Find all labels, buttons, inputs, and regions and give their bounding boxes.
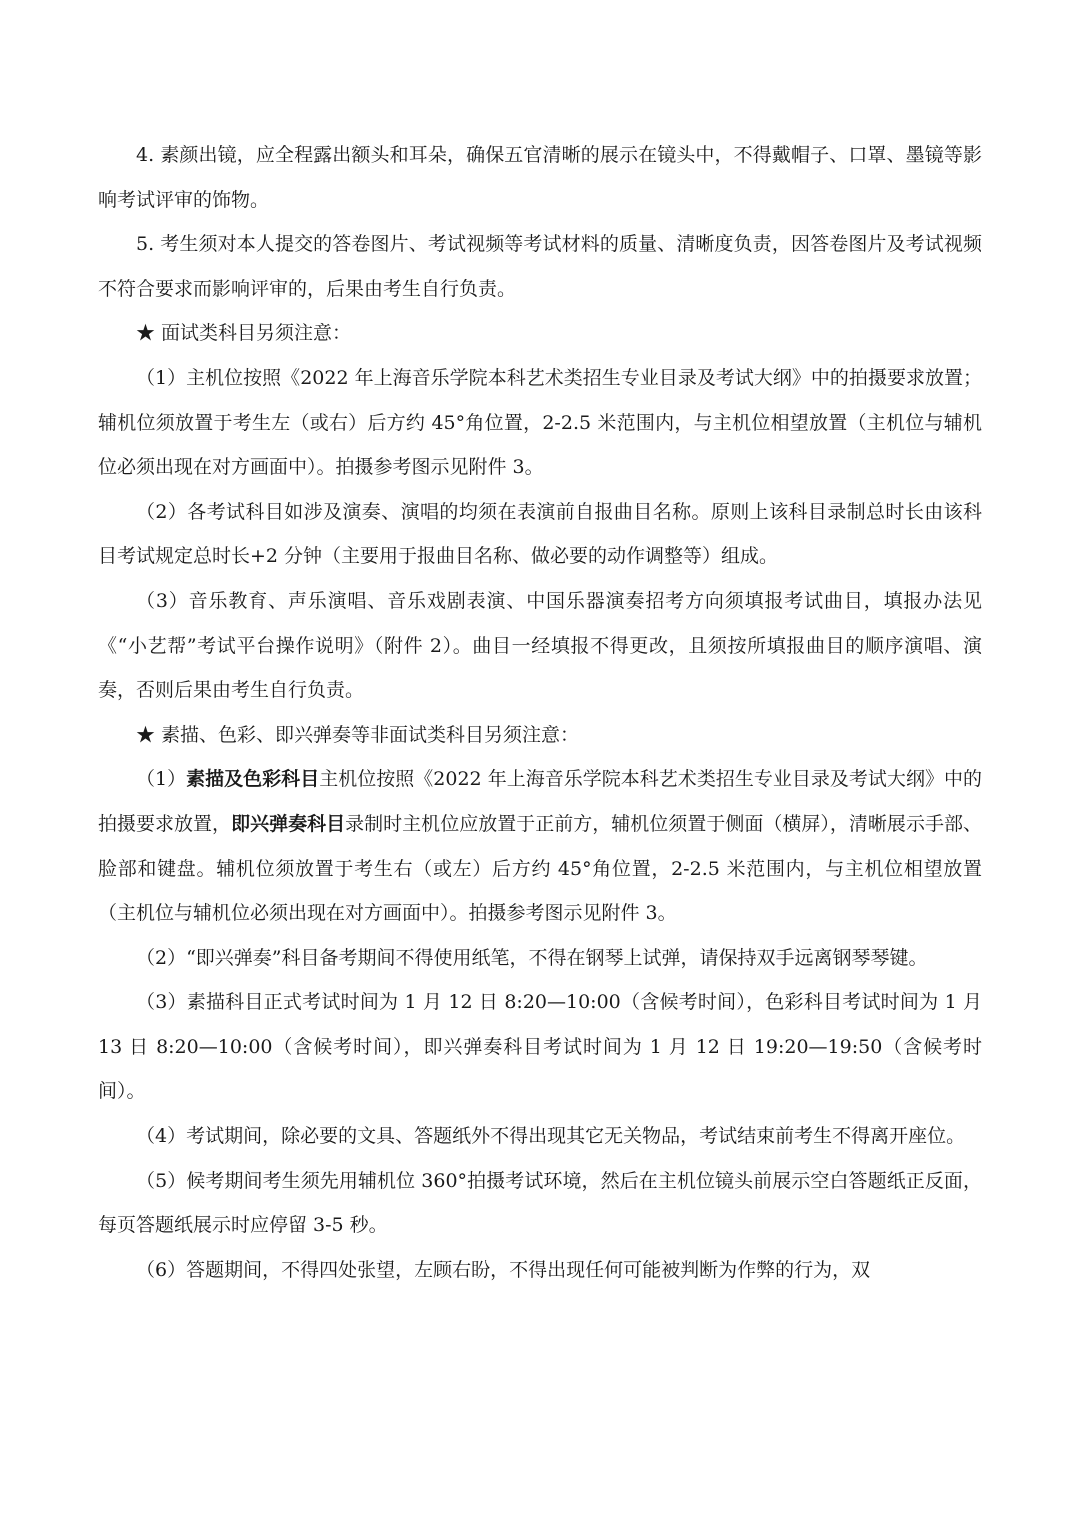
section-heading-non-interview: ★ 素描、色彩、即兴弹奏等非面试类科目另须注意： [136, 723, 580, 746]
bold-sketch-color: 素描及色彩科目 [186, 768, 320, 791]
item-1-text-b: 录制时主机位应放置于正前方，辅机位须置于侧面（横屏），清晰展示手部、脸部和键盘。辅机位须放置于考生右（或左）后方约 45°角位置，2-2.5 米范围内，与主机位相望放置（主机位与辅机位必须出现在对方画面中）。拍摄参考图示见附件 3。 [98, 812, 982, 925]
item-1-prefix: （1） [136, 768, 187, 791]
non-interview-item-3: （3）素描科目正式考试时间为 1 月 12 日 8:20—10:00（含候考时间），色彩科目考试时间为 1 月 13 日 8:20—10:00（含候考时间），即兴弹奏科目考试时间为 1 月 12 日 19:20—19:50（含候考时间）。 [98, 991, 982, 1103]
section-heading-interview: ★ 面试类科目另须注意： [136, 322, 352, 345]
non-interview-item-4: （4）考试期间，除必要的文具、答题纸外不得出现其它无关物品，考试结束前考生不得离开座位。 [136, 1125, 966, 1148]
non-interview-item-5: （5）候考期间考生须先用辅机位 360°拍摄考试环境，然后在主机位镜头前展示空白答题纸正反面，每页答题纸展示时应停留 3-5 秒。 [98, 1169, 982, 1237]
interview-item-1: （1）主机位按照《2022 年上海音乐学院本科艺术类招生专业目录及考试大纲》中的拍摄要求放置；辅机位须放置于考生左（或右）后方约 45°角位置，2-2.5 米范围内，与主机位相望放置（主机位与辅机位必须出现在对方画面中）。拍摄参考图示见附件 3。 [98, 366, 982, 479]
non-interview-item-1 [98, 757, 982, 935]
paragraph-5: 5. 考生须对本人提交的答卷图片、考试视频等考试材料的质量、清晰度负责，因答卷图片及考试视频不符合要求而影响评审的，后果由考生自行负责。 [98, 233, 982, 300]
interview-item-3: （3）音乐教育、声乐演唱、音乐戏剧表演、中国乐器演奏招考方向须填报考试曲目，填报办法见《“小艺帮”考试平台操作说明》（附件 2）。曲目一经填报不得更改，且须按所填报曲目的顺序演唱、演奏，否则后果由考生自行负责。 [98, 589, 982, 702]
item-1-text-a: 主机位按照《2022 年上海音乐学院本科艺术类招生专业目录及考试大纲》中的拍摄要求放置， [98, 768, 982, 835]
non-interview-item-6: （6）答题期间，不得四处张望，左顾右盼，不得出现任何可能被判断为作弊的行为，双 [136, 1258, 871, 1281]
bold-improvisation: 即兴弹奏科目 [231, 812, 346, 835]
non-interview-item-2: （2）“即兴弹奏”科目备考期间不得使用纸笔，不得在钢琴上试弹，请保持双手远离钢琴琴键。 [136, 946, 928, 969]
paragraph-4: 4. 素颜出镜，应全程露出额头和耳朵，确保五官清晰的展示在镜头中，不得戴帽子、口罩、墨镜等影响考试评审的饰物。 [98, 144, 982, 211]
interview-item-2: （2）各考试科目如涉及演奏、演唱的均须在表演前自报曲目名称。原则上该科目录制总时长由该科目考试规定总时长+2 分钟（主要用于报曲目名称、做必要的动作调整等）组成。 [98, 500, 982, 568]
document-page [98, 133, 982, 1292]
